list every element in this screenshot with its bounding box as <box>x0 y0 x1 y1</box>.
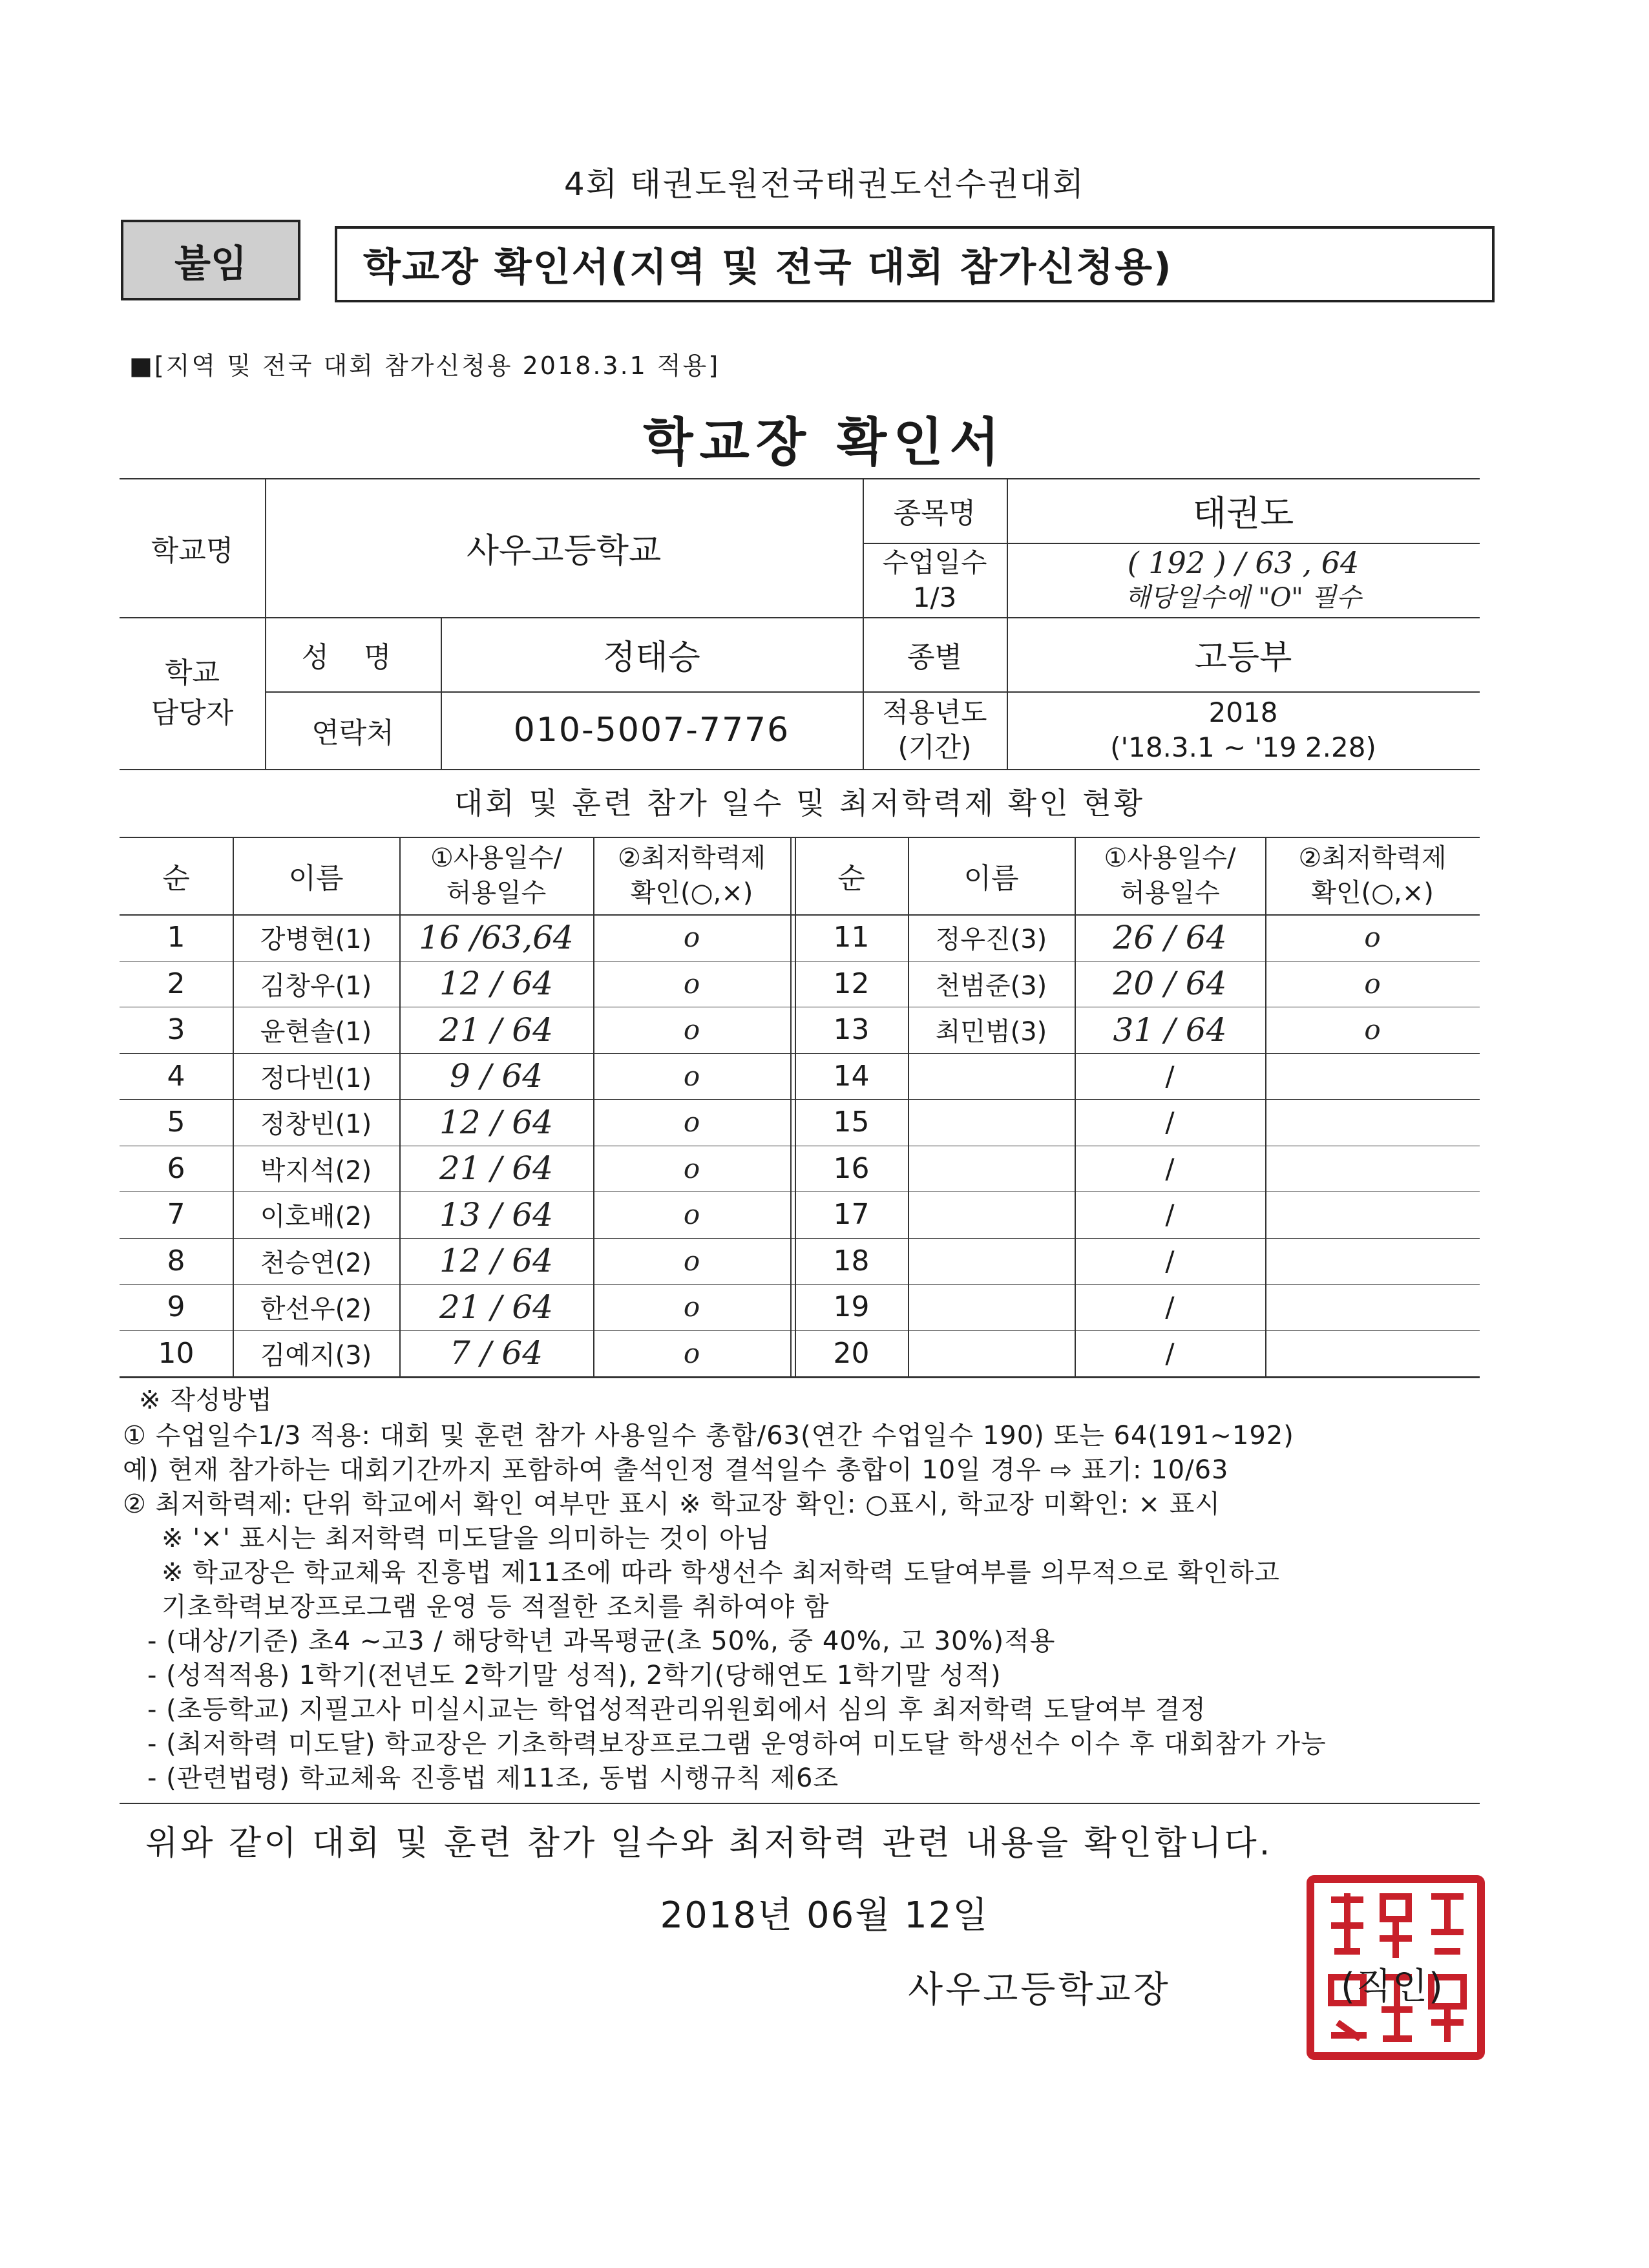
division-label: 종별 <box>907 640 962 674</box>
header-min-left <box>593 837 790 914</box>
min-academic-check: o <box>1364 967 1381 1000</box>
class-days-note: 해당일수에 "O" 필수 <box>1125 582 1361 613</box>
row-number: 7 <box>167 1198 185 1232</box>
min-academic-check <box>1265 1192 1480 1238</box>
row-number: 5 <box>167 1106 185 1139</box>
header-name-right: 이름 <box>963 862 1019 895</box>
note-line: 기초학력보장프로그램 운영 등 적절한 조치를 취하여야 함 <box>162 1592 830 1622</box>
used-days: / <box>1165 1106 1175 1139</box>
row-number: 17 <box>833 1198 870 1232</box>
header-days-right <box>1075 837 1265 914</box>
document-heading: 학교장 확인서(지역 및 전국 대회 참가신청용) <box>335 226 1495 302</box>
student-name: 정다빈(1) <box>260 1063 372 1093</box>
row-number: 15 <box>833 1106 870 1139</box>
attachment-badge: 붙임 <box>121 220 300 300</box>
contact-number: 010-5007-7776 <box>513 711 790 750</box>
class-days-label-line2: 1/3 <box>912 581 957 613</box>
row-number: 11 <box>833 921 870 954</box>
row-number: 2 <box>167 967 185 1000</box>
min-academic-check <box>1265 1238 1480 1285</box>
sub-note: ■[지역 및 전국 대회 참가신청용 2018.3.1 적용] <box>129 352 720 380</box>
min-academic-check <box>1265 1146 1480 1192</box>
used-days: 12 / 64 <box>439 1103 553 1141</box>
used-days: 9 / 64 <box>449 1057 543 1095</box>
note-line: - (초등학교) 지필고사 미실시교는 학업성적관리위원회에서 심의 후 최저학력 도달여부 결정 <box>147 1695 1206 1725</box>
min-academic-check: o <box>683 1152 700 1184</box>
row-number: 4 <box>167 1059 185 1093</box>
table-rule <box>120 1376 1480 1378</box>
student-name: 박지석(2) <box>260 1155 372 1186</box>
class-days-label <box>863 543 1007 617</box>
row-number: 3 <box>167 1013 185 1047</box>
class-days-value <box>1007 543 1480 617</box>
note-line: - (성적적용) 1학기(전년도 2학기말 성적), 2학기(당해연도 1학기말 성적) <box>147 1661 1002 1690</box>
participation-caption: 대회 및 훈련 참가 일수 및 최저학력제 확인 현황 <box>454 786 1146 821</box>
manager-name: 정태승 <box>603 638 700 677</box>
contact-label: 연락처 <box>311 717 394 750</box>
min-academic-check <box>1265 1330 1480 1377</box>
seal-mark: (직인) <box>1341 1966 1444 2008</box>
header-min-line1-right: ②최저학력제 <box>1298 843 1447 873</box>
row-number: 8 <box>167 1244 185 1277</box>
min-academic-check <box>1265 1053 1480 1100</box>
student-name <box>908 1284 1075 1330</box>
used-days: / <box>1165 1152 1175 1184</box>
student-name: 김예지(3) <box>260 1340 372 1370</box>
min-academic-check: o <box>683 967 700 1000</box>
row-number: 20 <box>833 1336 870 1370</box>
student-name <box>908 1053 1075 1100</box>
notes-heading: ※ 작성방법 <box>139 1385 273 1415</box>
issue-date: 2018년 06월 12일 <box>660 1895 989 1937</box>
manager-label-line1: 학교 <box>164 656 220 689</box>
class-days-label-line1: 수업일수 <box>882 546 987 578</box>
note-line: 예) 현재 참가하는 대회기간까지 포함하여 출석인정 결석일수 총합이 10일 경우 ⇨ 표기: 10/63 <box>123 1455 1229 1485</box>
manager-name-label: 성 명 <box>301 640 404 674</box>
used-days: 26 / 64 <box>1113 918 1227 956</box>
min-academic-check: o <box>1364 1014 1381 1046</box>
row-number: 10 <box>158 1336 194 1370</box>
header-min-line1: ②최저학력제 <box>617 843 766 873</box>
sport-label: 종목명 <box>893 497 976 530</box>
note-line: ※ '×' 표시는 최저학력 미도달을 의미하는 것이 아님 <box>162 1524 771 1553</box>
student-name: 정창빈(1) <box>260 1109 372 1140</box>
min-academic-check <box>1265 1284 1480 1330</box>
year-value: 2018 <box>1208 697 1278 728</box>
competition-title: 4회 태권도원전국태권도선수권대회 <box>563 165 1086 203</box>
manager-label-line2: 담당자 <box>151 696 234 730</box>
note-line: - (대상/기준) 초4 ~고3 / 해당학년 과목평균(초 50%, 중 40%, 고 30%)적용 <box>147 1626 1056 1656</box>
row-number: 12 <box>833 967 870 1000</box>
note-line: ② 최저학력제: 단위 학교에서 확인 여부만 표시 ※ 학교장 확인: ○표시, 학교장 미확인: × 표시 <box>123 1489 1221 1519</box>
used-days: / <box>1165 1060 1175 1092</box>
row-number: 14 <box>833 1059 870 1093</box>
year-label-line1: 적용년도 <box>882 697 987 728</box>
student-name <box>908 1330 1075 1377</box>
table-rule <box>790 837 792 1376</box>
min-academic-check: o <box>683 921 700 954</box>
sport-name: 태권도 <box>1192 492 1294 534</box>
used-days: 12 / 64 <box>439 1242 553 1280</box>
principal-name: 사우고등학교장 <box>908 1969 1171 2011</box>
header-no-left: 순 <box>162 862 190 895</box>
min-academic-check: o <box>683 1060 700 1092</box>
applicable-year <box>1007 691 1480 769</box>
school-name: 사우고등학교 <box>466 532 662 571</box>
min-academic-check: o <box>683 1106 700 1139</box>
student-name <box>908 1099 1075 1146</box>
used-days: 21 / 64 <box>439 1150 553 1188</box>
student-name: 강병현(1) <box>260 925 372 955</box>
note-line: ※ 학교장은 학교체육 진흥법 제11조에 따라 학생선수 최저학력 도달여부를 의무적으로 확인하고 <box>162 1558 1280 1588</box>
student-name: 정우진(3) <box>935 925 1047 955</box>
student-name: 김창우(1) <box>260 971 372 1001</box>
used-days: / <box>1165 1244 1175 1277</box>
row-number: 13 <box>833 1013 870 1047</box>
used-days: 7 / 64 <box>449 1334 543 1372</box>
header-name-left: 이름 <box>288 862 344 895</box>
row-number: 9 <box>167 1290 185 1324</box>
row-number: 1 <box>167 921 185 954</box>
year-label <box>863 691 1007 769</box>
year-period: ('18.3.1 ~ '19 2.28) <box>1110 731 1376 763</box>
header-no-right: 순 <box>837 862 865 895</box>
header-days-left <box>399 837 593 914</box>
used-days: 20 / 64 <box>1113 965 1227 1003</box>
manager-label <box>120 617 265 769</box>
used-days: 13 / 64 <box>439 1195 553 1234</box>
min-academic-check: o <box>683 1291 700 1323</box>
used-days: 31 / 64 <box>1113 1011 1227 1049</box>
min-academic-check <box>1265 1099 1480 1146</box>
school-name-label: 학교명 <box>151 534 234 567</box>
row-number: 19 <box>833 1290 870 1324</box>
used-days: 16 /63,64 <box>419 918 574 956</box>
used-days: / <box>1165 1337 1175 1369</box>
min-academic-check: o <box>683 1337 700 1369</box>
header-days-line1-right: ①사용일수/ <box>1104 843 1236 873</box>
row-number: 16 <box>833 1151 870 1185</box>
header-min-right <box>1265 837 1480 914</box>
class-days-handwritten: ( 192 ) / 63 , 64 <box>1127 545 1360 580</box>
used-days: 21 / 64 <box>439 1011 553 1049</box>
header-days-line2: 허용일수 <box>446 878 547 908</box>
student-name: 한선우(2) <box>260 1294 372 1325</box>
used-days: 21 / 64 <box>439 1288 553 1326</box>
note-line: - (관련법령) 학교체육 진흥법 제11조, 동법 시행규칙 제6조 <box>147 1763 839 1793</box>
min-academic-check: o <box>1364 921 1381 954</box>
header-min-line2: 확인(○,×) <box>630 878 753 908</box>
year-label-line2: (기간) <box>898 731 972 763</box>
main-title: 학교장 확인서 <box>643 412 1006 472</box>
header-min-line2-right: 확인(○,×) <box>1311 878 1434 908</box>
note-line: - (최저학력 미도달) 학교장은 기초학력보장프로그램 운영하여 미도달 학생선수 이수 후 대회참가 가능 <box>147 1729 1327 1759</box>
min-academic-check: o <box>683 1244 700 1277</box>
row-number: 18 <box>833 1244 870 1277</box>
confirmation-statement: 위와 같이 대회 및 훈련 참가 일수와 최저학력 관련 내용을 확인합니다. <box>145 1824 1273 1863</box>
used-days: 12 / 64 <box>439 965 553 1003</box>
header-days-line1: ①사용일수/ <box>430 843 562 873</box>
note-line: ① 수업일수1/3 적용: 대회 및 훈련 참가 사용일수 총합/63(연간 수업일수 190) 또는 64(191~192) <box>123 1421 1294 1451</box>
student-name: 천승연(2) <box>260 1248 372 1278</box>
student-name: 이호배(2) <box>260 1202 372 1232</box>
student-name <box>908 1192 1075 1238</box>
student-name <box>908 1146 1075 1192</box>
student-name: 천범준(3) <box>935 971 1047 1001</box>
student-name <box>908 1238 1075 1285</box>
used-days: / <box>1165 1199 1175 1231</box>
student-name: 최민범(3) <box>935 1017 1047 1047</box>
min-academic-check: o <box>683 1199 700 1231</box>
header-days-line2-right: 허용일수 <box>1120 878 1220 908</box>
row-number: 6 <box>167 1151 185 1185</box>
division: 고등부 <box>1194 638 1292 677</box>
student-name: 윤현솔(1) <box>260 1017 372 1047</box>
min-academic-check: o <box>683 1014 700 1046</box>
used-days: / <box>1165 1291 1175 1323</box>
